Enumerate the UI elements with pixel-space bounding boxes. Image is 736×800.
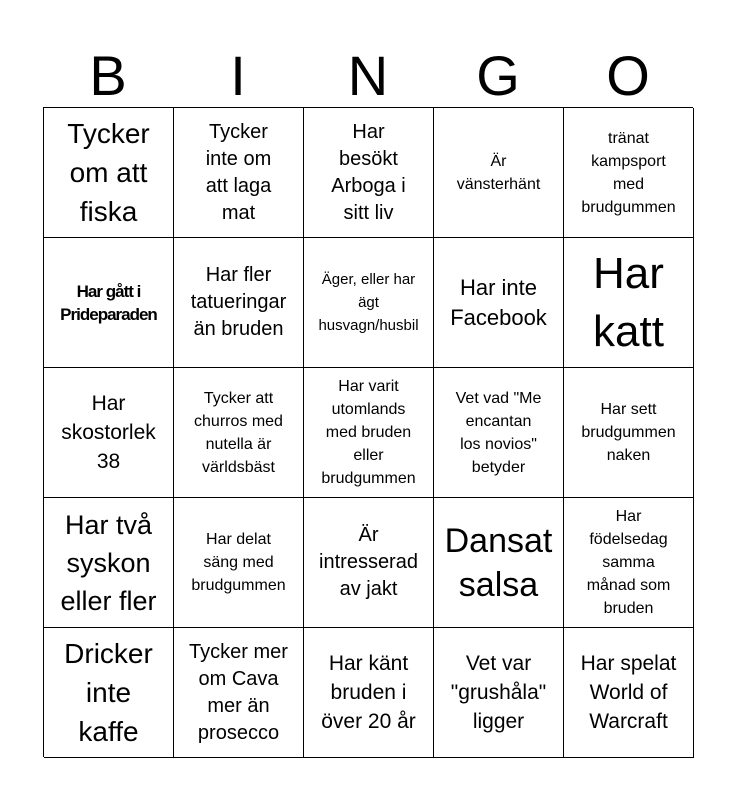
bingo-cell[interactable] [564, 108, 694, 238]
bingo-cell[interactable] [304, 498, 434, 628]
bingo-cell[interactable] [434, 108, 564, 238]
cell-text: Vet vad "Me encantan los novios" betyder [455, 389, 542, 476]
bingo-cell[interactable] [564, 238, 694, 368]
header-letter: N [347, 44, 389, 107]
header-letter: O [606, 44, 650, 107]
cell-text: Tycker om att fiska [67, 118, 150, 227]
cell-text: Är intresserad av jakt [319, 524, 418, 600]
cell-text: Har fler tatueringar än bruden [190, 264, 287, 340]
cell-text: Har två syskon eller fler [60, 509, 157, 616]
cell-text: Har katt [593, 248, 664, 356]
bingo-grid [43, 107, 693, 757]
header-letter: G [476, 44, 520, 107]
cell-text: Har sett brudgummen naken [581, 401, 676, 464]
cell-text: Har inte Facebook [450, 274, 547, 330]
cell-text: Dansat salsa [444, 521, 553, 604]
bingo-cell[interactable] [564, 368, 694, 498]
bingo-cell[interactable] [174, 108, 304, 238]
cell-text: Äger, eller har ägt husvagn/husbil [318, 271, 419, 334]
cell-text: Har födelsedag samma månad som bruden [586, 508, 671, 617]
bingo-cell[interactable] [304, 368, 434, 498]
bingo-cell[interactable] [44, 238, 174, 368]
cell-text: Har spelat World of Warcraft [580, 652, 677, 733]
bingo-cell[interactable] [174, 238, 304, 368]
bingo-cell[interactable] [564, 628, 694, 758]
cell-text: tränat kampsport med brudgummen [581, 129, 676, 216]
bingo-cell[interactable] [174, 368, 304, 498]
bingo-cell[interactable] [434, 238, 564, 368]
bingo-cell[interactable] [564, 498, 694, 628]
bingo-cell[interactable] [174, 628, 304, 758]
header-letter: I [230, 44, 246, 107]
cell-text: Har varit utomlands med bruden eller brudgummen [321, 378, 416, 487]
cell-text: Har gått i Prideparaden [60, 281, 157, 324]
bingo-cell[interactable] [304, 628, 434, 758]
bingo-cell[interactable] [44, 628, 174, 758]
cell-text: Har skostorlek 38 [61, 392, 156, 473]
cell-text: Har känt bruden i över 20 år [321, 652, 416, 733]
bingo-cell[interactable] [304, 238, 434, 368]
bingo-cell[interactable] [44, 498, 174, 628]
cell-text: Vet var "grushåla" ligger [450, 652, 547, 733]
cell-text: Är vänsterhänt [456, 152, 541, 193]
bingo-cell[interactable] [44, 368, 174, 498]
bingo-cell[interactable] [434, 368, 564, 498]
bingo-cell[interactable] [434, 628, 564, 758]
header-letter: B [89, 44, 127, 107]
bingo-cell[interactable] [44, 108, 174, 238]
cell-text: Tycker inte om att laga mat [205, 120, 272, 224]
bingo-cell[interactable] [174, 498, 304, 628]
cell-text: Har besökt Arboga i sitt liv [331, 120, 406, 224]
cell-text: Tycker mer om Cava mer än prosecco [189, 640, 288, 744]
cell-text: Tycker att churros med nutella är världsbäst [194, 389, 283, 476]
cell-text: Har delat säng med brudgummen [191, 531, 286, 594]
bingo-cell[interactable] [434, 498, 564, 628]
bingo-header [43, 44, 693, 108]
cell-text: Dricker inte kaffe [64, 638, 153, 747]
bingo-cell[interactable] [304, 108, 434, 238]
